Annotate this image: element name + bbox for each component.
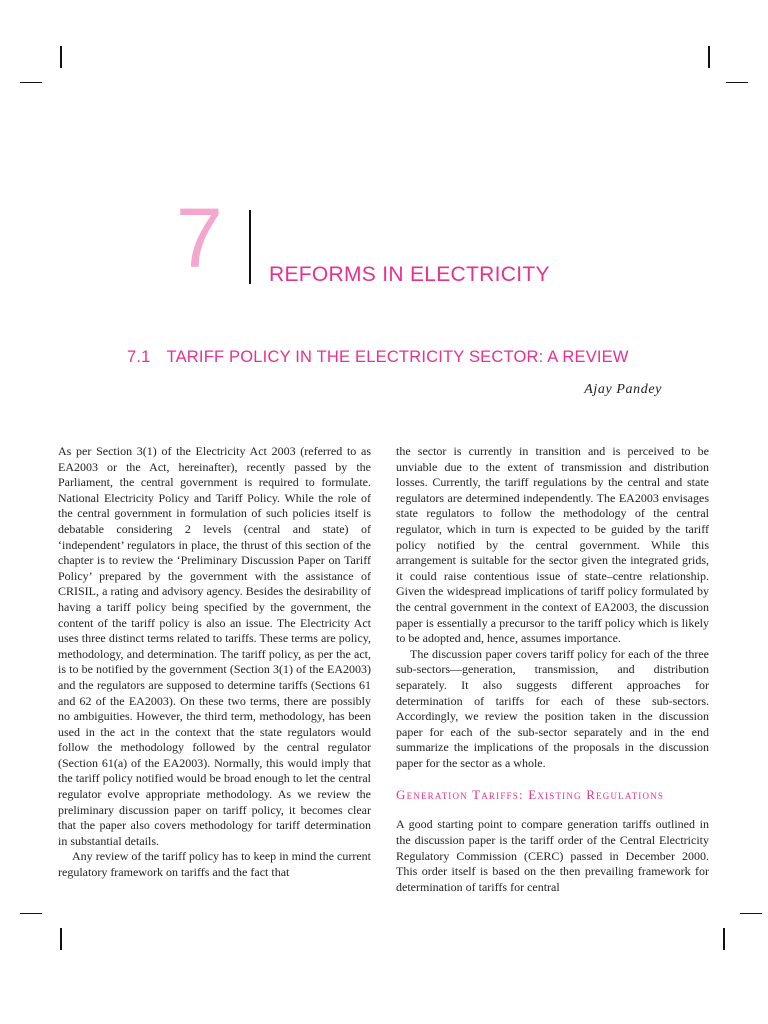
crop-mark-top-left-horizontal: [20, 82, 42, 83]
body-paragraph: As per Section 3(1) of the Electricity Act 2003 (referred to as EA2003 or the Act, hereinafter), recently passed by the Parliament, the central government is required to formulate. National Electricity Policy and Tariff Policy. While the role of the central government in formulation of such policies itself is debatable considering 2 levels (central and state) of ‘independent’ regulators in place, the thrust of this section of the chapter is to review the ‘Preliminary Discussion Paper on Tariff Policy’ prepared by the government with the assistance of CRISIL, a rating and advisory agency. Besides the desirability of having a tariff policy being specified by the government, the content of the tariff policy is also an issue. The Electricity Act uses three distinct terms related to tariffs. These terms are policy, methodology, and determination. The tariff policy, as per the act, is to be notified by the government (Section 3(1) of the EA2003) and the regulators are supposed to determine tariffs (Sections 61 and 62 of the EA2003). On these two terms, there are possibly no ambiguities. However, the third term, methodology, has been used in the act in the context that the state regulators would follow the methodology followed by the central regulator (Section 61(a) of the EA2003). Normally, this would imply that the tariff policy notified would be broad enough to let the central regulator evolve appropriate methodology. As we review the preliminary discussion paper on tariff policy, it becomes clear that the paper also covers methodology for tariff determination in substantial details.: [58, 444, 371, 848]
body-paragraph: The discussion paper covers tariff policy for each of the three sub-sectors—generation, transmission, and distribution separately. It also suggests different approaches for determination of tariffs for each of these sub-sectors. Accordingly, we review the position taken in the discussion paper for each of the sub-sector separately and in the end summarize the implications of the proposals in the discussion paper for the sector as a whole.: [396, 646, 709, 770]
chapter-title: REFORMS IN ELECTRICITY: [269, 263, 550, 286]
crop-mark-bottom-right-horizontal: [740, 913, 762, 914]
crop-mark-bottom-left-horizontal: [20, 913, 42, 914]
right-column: [396, 444, 709, 895]
subsection-heading: Generation Tariffs: Existing Regulations: [396, 787, 665, 803]
left-column: [58, 444, 371, 881]
crop-mark-top-left-vertical: [60, 46, 62, 68]
body-paragraph: the sector is currently in transition and is perceived to be unviable due to the extent of transmission and distribution losses. Currently, the tariff regulations by the central and state regulators are determined independently. The EA2003 envisages state regulators to follow the methodology of the central regulator, which in turn is expected to be guided by the tariff policy notified by the central government. While this arrangement is suitable for the sector given the integrated grids, it could raise contentious issue of state–centre relationship. Given the widespread implications of tariff policy formulated by the central government in the context of EA2003, the discussion paper is essentially a precursor to the tariff policy which is likely to be adopted and, hence, assumes importance.: [396, 444, 709, 646]
section-heading: [127, 346, 629, 368]
crop-mark-bottom-right-vertical: [723, 928, 725, 950]
chapter-divider: [249, 210, 251, 284]
author-name: Ajay Pandey: [584, 382, 662, 397]
section-number: 7.1: [127, 348, 151, 366]
section-title: TARIFF POLICY IN THE ELECTRICITY SECTOR: A REVIEW: [166, 348, 629, 366]
chapter-number: 7: [176, 191, 223, 285]
body-paragraph: A good starting point to compare generation tariffs outlined in the discussion paper is the tariff order of the Central Electricity Regulatory Commission (CERC) passed in December 2000. This order itself is based on the then prevailing framework for determination of tariffs for central: [396, 817, 709, 894]
crop-mark-top-right-vertical: [708, 46, 710, 68]
crop-mark-bottom-left-vertical: [60, 928, 62, 950]
body-paragraph: Any review of the tariff policy has to keep in mind the current regulatory framework on tariffs and the fact that: [58, 849, 371, 880]
crop-mark-top-right-horizontal: [726, 82, 748, 83]
